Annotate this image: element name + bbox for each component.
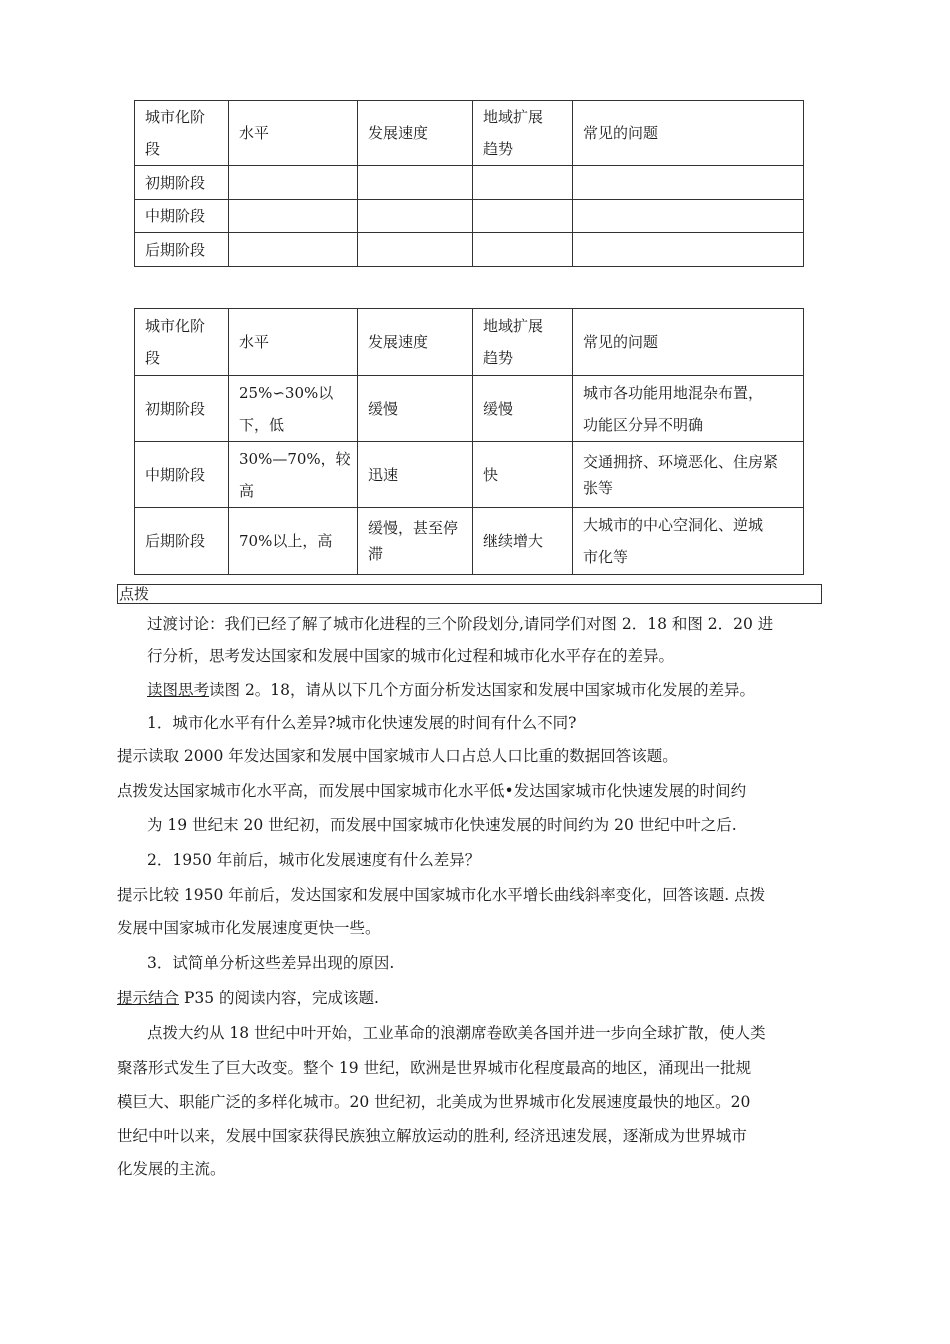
analysis-3: 点拨大约从 18 世纪中叶开始，工业革命的浪潮席卷欧美各国并进一步向全球扩散，使人类 <box>147 1024 766 1042</box>
table-header-row <box>135 101 804 166</box>
paragraph-text: 读图 2。18，请从以下几个方面分析发达国家和发展中国家城市化发展的差异。 <box>209 681 756 699</box>
analysis-3-cont: 模巨大、职能广泛的多样化城市。20 世纪初，北美成为世界城市化发展速度最快的地区。20 <box>117 1093 751 1111</box>
header-expansion: 地域扩展 趋势 <box>473 309 573 376</box>
header-level: 水平 <box>229 101 358 166</box>
problems-cell: 城市各功能用地混杂布置， 功能区分异不明确 <box>573 376 804 442</box>
analysis-1-cont: 为 19 世纪末 20 世纪初，而发展中国家城市化快速发展的时间约为 20 世纪中叶之后. <box>147 816 737 834</box>
analysis-3-cont: 世纪中叶以来，发展中国家获得民族独立解放运动的胜利, 经济迅速发展，逐渐成为世界城市 <box>117 1127 747 1145</box>
level-cell: 25%∽30%以 下，低 <box>229 376 358 442</box>
table-cell <box>358 166 473 200</box>
paragraph-line <box>147 678 755 702</box>
paragraph-line: 过渡讨论：我们已经了解了城市化进程的三个阶段划分,请同学们对图 2．18 和图 2．20 进 <box>147 615 774 633</box>
table-cell <box>573 233 804 267</box>
hint-3 <box>117 986 379 1010</box>
table-row <box>135 508 804 575</box>
speed-cell: 缓慢 <box>358 376 473 442</box>
expansion-cell: 快 <box>473 442 573 508</box>
header-expansion: 地域扩展 趋势 <box>473 101 573 166</box>
table-row <box>135 376 804 442</box>
tip-box-label: 点拨 <box>117 584 822 604</box>
stage-cell: 后期阶段 <box>135 508 229 575</box>
paragraph-line: 行分析，思考发达国家和发展中国家的城市化过程和城市化水平存在的差异。 <box>147 647 675 665</box>
underlined-label: 提示结合 <box>117 989 180 1007</box>
speed-cell: 迅速 <box>358 442 473 508</box>
table-cell <box>229 200 358 233</box>
stage-cell: 初期阶段 <box>135 166 229 200</box>
level-cell: 70%以上，高 <box>229 508 358 575</box>
stage-cell: 后期阶段 <box>135 233 229 267</box>
question-1: 1．城市化水平有什么差异?城市化快速发展的时间有什么不同? <box>147 714 577 732</box>
analysis-1: 点拨发达国家城市化水平高，而发展中国家城市化水平低•发达国家城市化快速发展的时间约 <box>117 782 747 800</box>
stage-cell: 中期阶段 <box>135 200 229 233</box>
table-cell <box>229 166 358 200</box>
hint-2: 提示比较 1950 年前后，发达国家和发展中国家城市化水平增长曲线斜率变化，回答该题. 点拨 <box>117 886 766 904</box>
analysis-3-cont: 化发展的主流。 <box>117 1160 226 1178</box>
problems-cell: 交通拥挤、环境恶化、住房紧 张等 <box>573 442 804 508</box>
stage-cell: 中期阶段 <box>135 442 229 508</box>
header-stage: 城市化阶 段 <box>135 309 229 376</box>
table-cell <box>229 233 358 267</box>
underlined-label: 读图思考 <box>147 681 210 699</box>
hint-1: 提示读取 2000 年发达国家和发展中国家城市人口占总人口比重的数据回答该题。 <box>117 747 678 765</box>
stage-cell: 初期阶段 <box>135 376 229 442</box>
analysis-3-cont: 聚落形式发生了巨大改变。整个 19 世纪，欧洲是世界城市化程度最高的地区，涌现出一批规 <box>117 1059 752 1077</box>
stage-table-blank <box>134 100 804 267</box>
table-cell <box>473 233 573 267</box>
header-problems: 常见的问题 <box>573 309 804 376</box>
header-speed: 发展速度 <box>358 101 473 166</box>
table-header-row <box>135 309 804 376</box>
table-row <box>135 166 804 200</box>
header-speed: 发展速度 <box>358 309 473 376</box>
table-cell <box>573 166 804 200</box>
header-level: 水平 <box>229 309 358 376</box>
table-cell <box>358 200 473 233</box>
table-cell <box>573 200 804 233</box>
header-stage: 城市化阶 段 <box>135 101 229 166</box>
question-2: 2．1950 年前后，城市化发展速度有什么差异？ <box>147 851 481 869</box>
expansion-cell: 继续增大 <box>473 508 573 575</box>
paragraph-text: P35 的阅读内容，完成该题. <box>179 989 379 1007</box>
table-cell <box>473 166 573 200</box>
hint-2-cont: 发展中国家城市化发展速度更快一些。 <box>117 919 381 937</box>
expansion-cell: 缓慢 <box>473 376 573 442</box>
table-row <box>135 233 804 267</box>
table-row <box>135 442 804 508</box>
table-cell <box>358 233 473 267</box>
question-3: 3．试简单分析这些差异出现的原因. <box>147 954 395 972</box>
table-row <box>135 200 804 233</box>
problems-cell: 大城市的中心空洞化、逆城 市化等 <box>573 508 804 575</box>
level-cell: 30%—70%，较 高 <box>229 442 358 508</box>
header-problems: 常见的问题 <box>573 101 804 166</box>
speed-cell: 缓慢，甚至停 滞 <box>358 508 473 575</box>
stage-table-answers <box>134 308 804 575</box>
table-cell <box>473 200 573 233</box>
